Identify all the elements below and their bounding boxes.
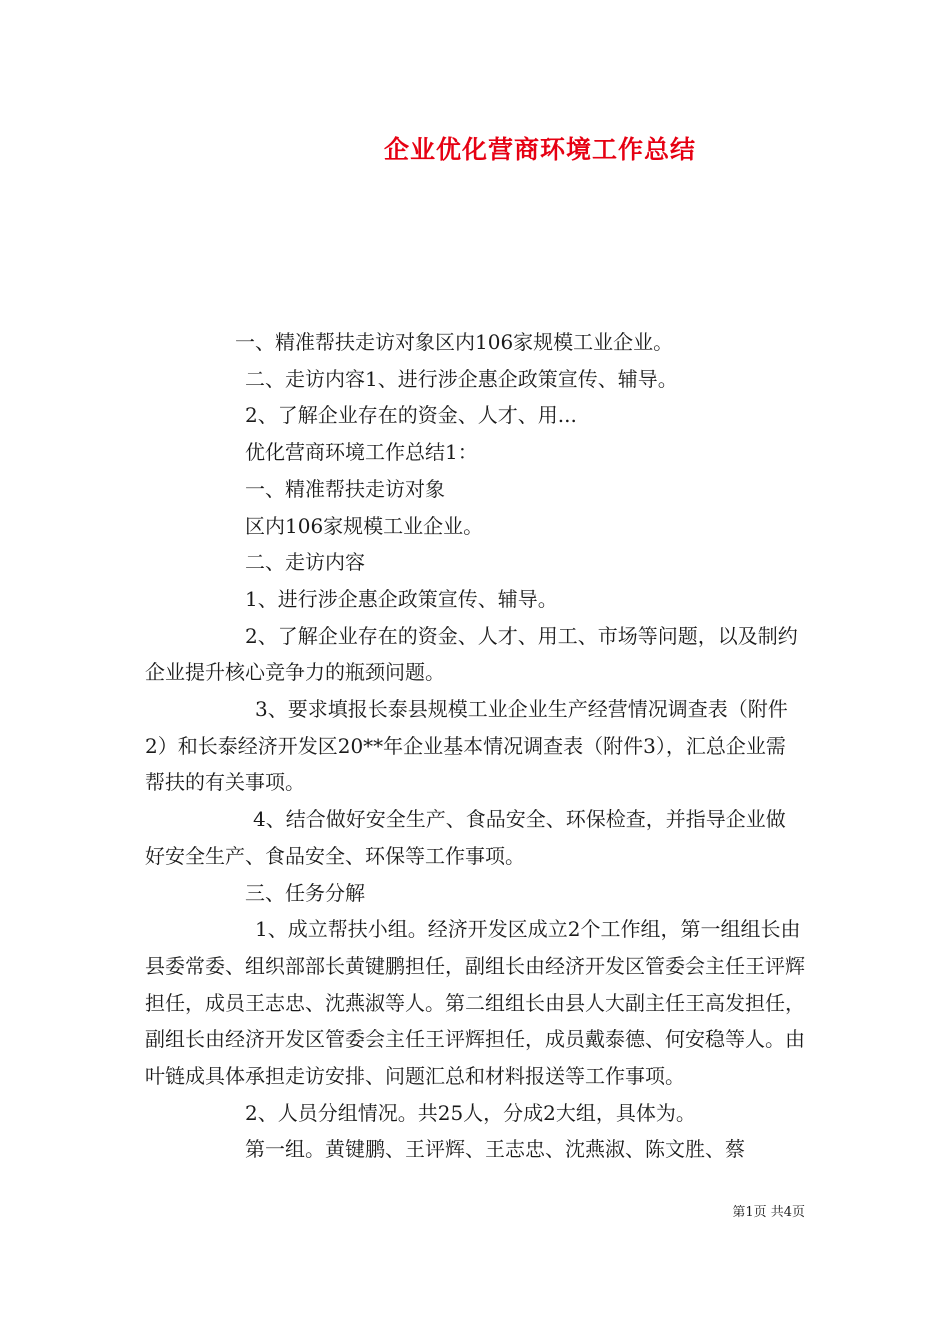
- paragraph: 4、结合做好安全生产、食品安全、环保检查，并指导企业做好安全生产、食品安全、环保等工作事项。: [145, 807, 786, 868]
- paragraph: 一、精准帮扶走访对象: [245, 476, 445, 501]
- paragraph: 3、要求填报长泰县规模工业企业生产经营情况调查表（附件2）和长泰经济开发区20**年企业基本情况调查表（附件3），汇总企业需帮扶的有关事项。: [145, 697, 788, 795]
- paragraph: 2、了解企业存在的资金、人才、用工、市场等问题，以及制约企业提升核心竞争力的瓶颈问题。: [145, 623, 798, 685]
- document-body: [145, 324, 805, 1168]
- paragraph: 一、精准帮扶走访对象区内106家规模工业企业。: [235, 330, 674, 354]
- paragraph: 2、了解企业存在的资金、人才、用...: [245, 403, 577, 428]
- paragraph: 区内106家规模工业企业。: [245, 513, 484, 538]
- page-footer: 第1页 共4页: [732, 1205, 805, 1220]
- paragraph: 1、成立帮扶小组。经济开发区成立2个工作组，第一组组长由县委常委、组织部部长黄键鹏担任，副组长由经济开发区管委会主任王评辉担任，成员王志忠、沈燕淑等人。第二组组长由县人大副主任王高发担任，副组长由经济开发区管委会主任王评辉担任，成员戴泰德、何安稳等人。由叶链成具体承担走访安排、问题汇总和材料报送等工作事项。: [145, 917, 805, 1089]
- paragraph: 第一组。黄键鹏、王评辉、王志忠、沈燕淑、陈文胜、蔡: [245, 1137, 745, 1162]
- paragraph: 二、走访内容1、进行涉企惠企政策宣传、辅导。: [245, 366, 678, 391]
- paragraph: 优化营商环境工作总结1：: [245, 440, 478, 465]
- paragraph: 1、进行涉企惠企政策宣传、辅导。: [245, 586, 558, 611]
- document-title: 企业优化营商环境工作总结: [383, 135, 696, 164]
- paragraph: 二、走访内容: [245, 550, 365, 575]
- paragraph: 三、任务分解: [245, 880, 365, 905]
- paragraph: 2、人员分组情况。共25人，分成2大组，具体为。: [245, 1100, 696, 1125]
